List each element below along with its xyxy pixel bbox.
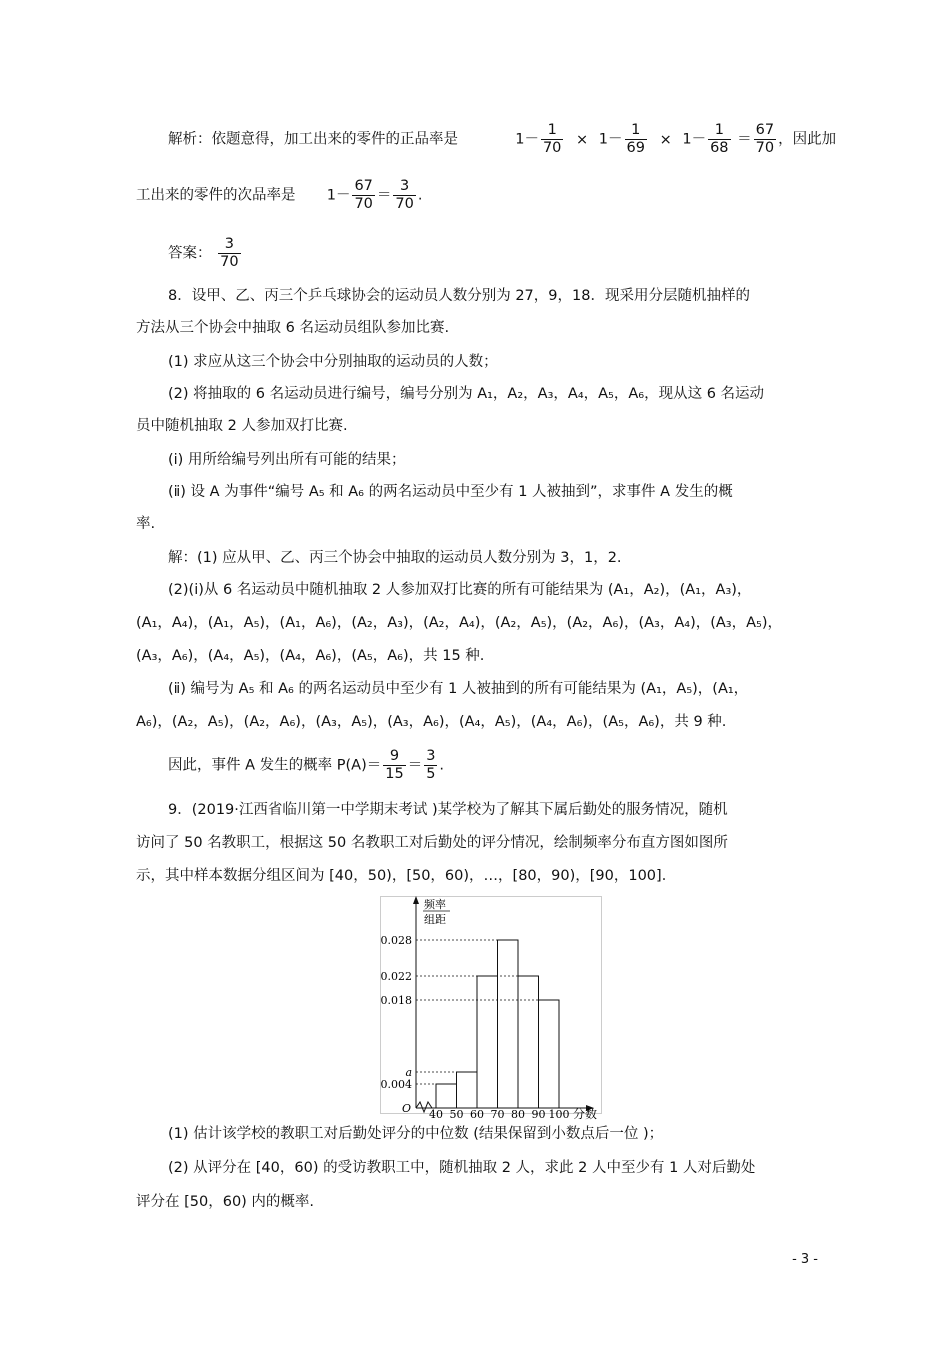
q8-line-1: 8．设甲、乙、丙三个乒乓球协会的运动员人数分别为 27，9，18．现采用分层随机抽样的 [168,288,750,304]
fraction: $\frac{1}{68}$ [710,122,729,156]
q8-solution-4 [168,748,444,783]
period: . [417,187,423,204]
equals-sign: ＝ [737,131,752,148]
histogram-bar [457,1072,478,1108]
q8-part-i: (ⅰ) 用所给编号列出所有可能的结果； [168,452,406,468]
math-text: 1－ [598,131,623,148]
y-tick-label: 0.018 [380,994,412,1007]
q9-part-2-line-2: 评分在 [50，60) 内的概率. [136,1194,315,1210]
q9-part-2-line-1: (2) 从评分在 [40，60) 的受访教职工中，随机抽取 2 人，求此 2 人中至少有 1 人对后勤处 [168,1160,756,1176]
q8-part-1: (1) 求应从这三个协会中分别抽取的运动员的人数； [168,354,498,370]
solution-text: 因此，事件 A 发生的概率 P(A)＝ [168,757,382,774]
q8-solution-2-line-1: (2)(ⅰ)从 6 名运动员中随机抽取 2 人参加双打比赛的所有可能结果为 (A₁，A₂)，(A₁，A₃)， [168,582,752,598]
q8-solution-3-line-2: A₆)，(A₂，A₅)，(A₂，A₆)，(A₃，A₅)，(A₃，A₆)，(A₄，A₅)，(A₄，A₆)，(A₅，A₆)，共 9 种. [136,714,727,730]
y-tick-label: 0.028 [380,934,412,947]
q8-part-ii-line-2: 率. [136,516,156,532]
x-tick-label: 100 [548,1108,570,1121]
math-text: 1－ [326,187,351,204]
y-tick-label: 0.022 [380,970,412,983]
q9-part-1: (1) 估计该学校的教职工对后勤处评分的中位数 (结果保留到小数点后一位 )； [168,1126,664,1142]
q8-line-2: 方法从三个协会中抽取 6 名运动员组队参加比赛. [136,320,450,336]
q8-part-ii-line-1: (ⅱ) 设 A 为事件“编号 A₅ 和 A₆ 的两名运动员中至少有 1 人被抽到”，求事件 A 发生的概 [168,484,733,500]
period: . [439,757,445,774]
x-tick-label: 90 [531,1108,546,1121]
histogram-bar [436,1084,457,1108]
y-tick-label: 0.004 [380,1078,412,1091]
x-tick-label: 50 [449,1108,464,1121]
histogram-bar [498,940,519,1108]
equals-sign: ＝ [376,187,392,204]
times-sign: × [659,131,672,148]
q8-solution-3-line-1: (ⅱ) 编号为 A₅ 和 A₆ 的两名运动员中至少有 1 人被抽到的所有可能结果为 (A₁，A₅)，(A₁， [168,681,749,697]
page-number: - 3 - [792,1252,818,1267]
origin-label: O [402,1102,412,1115]
fraction: $\frac{3}{70}$ [395,178,414,212]
q8-part-2-line-2: 员中随机抽取 2 人参加双打比赛. [136,418,348,434]
histogram-bar [518,976,539,1108]
fraction: $\frac{3}{5}$ [426,748,436,782]
histogram-bar [539,1000,560,1108]
math-text: 1－ [682,131,707,148]
solution-line-2 [136,178,422,213]
x-axis-label: 分数 [573,1107,598,1121]
q9-line-1: 9．(2019·江西省临川第一中学期末考试 )某学校为了解其下属后勤处的服务情况，随机 [168,802,728,818]
solution-text: ，因此加 [778,131,837,148]
q8-solution-2-line-3: (A₃，A₆)，(A₄，A₅)，(A₄，A₆)，(A₅，A₆)，共 15 种. [136,648,485,664]
math-text: 1－ [515,131,539,148]
fraction: $\frac{9}{15}$ [385,748,404,782]
y-axis-label-top: 频率 [424,898,446,911]
x-tick-label: 70 [490,1108,505,1121]
histogram-bar [477,976,498,1108]
x-tick-label: 80 [511,1108,525,1121]
fraction: $\frac{67}{70}$ [354,178,373,212]
fraction: $\frac{67}{70}$ [755,122,775,156]
solution-line-1 [168,122,836,157]
x-tick-label: 40 [429,1108,443,1121]
frequency-histogram [380,896,602,1121]
y-axis-label-bottom: 组距 [424,913,446,926]
y-axis-arrow-icon [413,896,419,904]
answer-fraction: $\frac{3}{70}$ [220,236,239,270]
fraction: $\frac{1}{69}$ [626,122,645,156]
x-tick-label: 60 [470,1108,484,1121]
equals-sign: ＝ [407,757,423,774]
solution-text: 解析：依题意得，加工出来的零件的正品率是 [168,131,458,148]
q8-part-2-line-1: (2) 将抽取的 6 名运动员进行编号，编号分别为 A₁，A₂，A₃，A₄，A₅，A₆，现从这 6 名运动 [168,386,765,402]
answer-line [168,236,243,271]
solution-text: 工出来的零件的次品率是 [136,187,296,204]
q9-line-2: 访问了 50 名教职工，根据这 50 名教职工对后勤处的评分情况，绘制频率分布直方图如图所 [136,835,728,851]
q8-solution-2-line-2: (A₁，A₄)，(A₁，A₅)，(A₁，A₆)，(A₂，A₃)，(A₂，A₄)，(A₂，A₅)，(A₂，A₆)，(A₃，A₄)，(A₃，A₅)， [136,615,782,631]
y-tick-label: a [405,1066,412,1079]
fraction: $\frac{1}{70}$ [542,122,562,156]
q8-solution-1: 解：(1) 应从甲、乙、丙三个协会中抽取的运动员人数分别为 3，1，2. [168,550,622,566]
times-sign: × [576,131,589,148]
q9-line-3: 示，其中样本数据分组区间为 [40，50)，[50，60)，…，[80，90)，[90，100]． [136,868,677,884]
answer-label: 答案： [168,245,212,262]
